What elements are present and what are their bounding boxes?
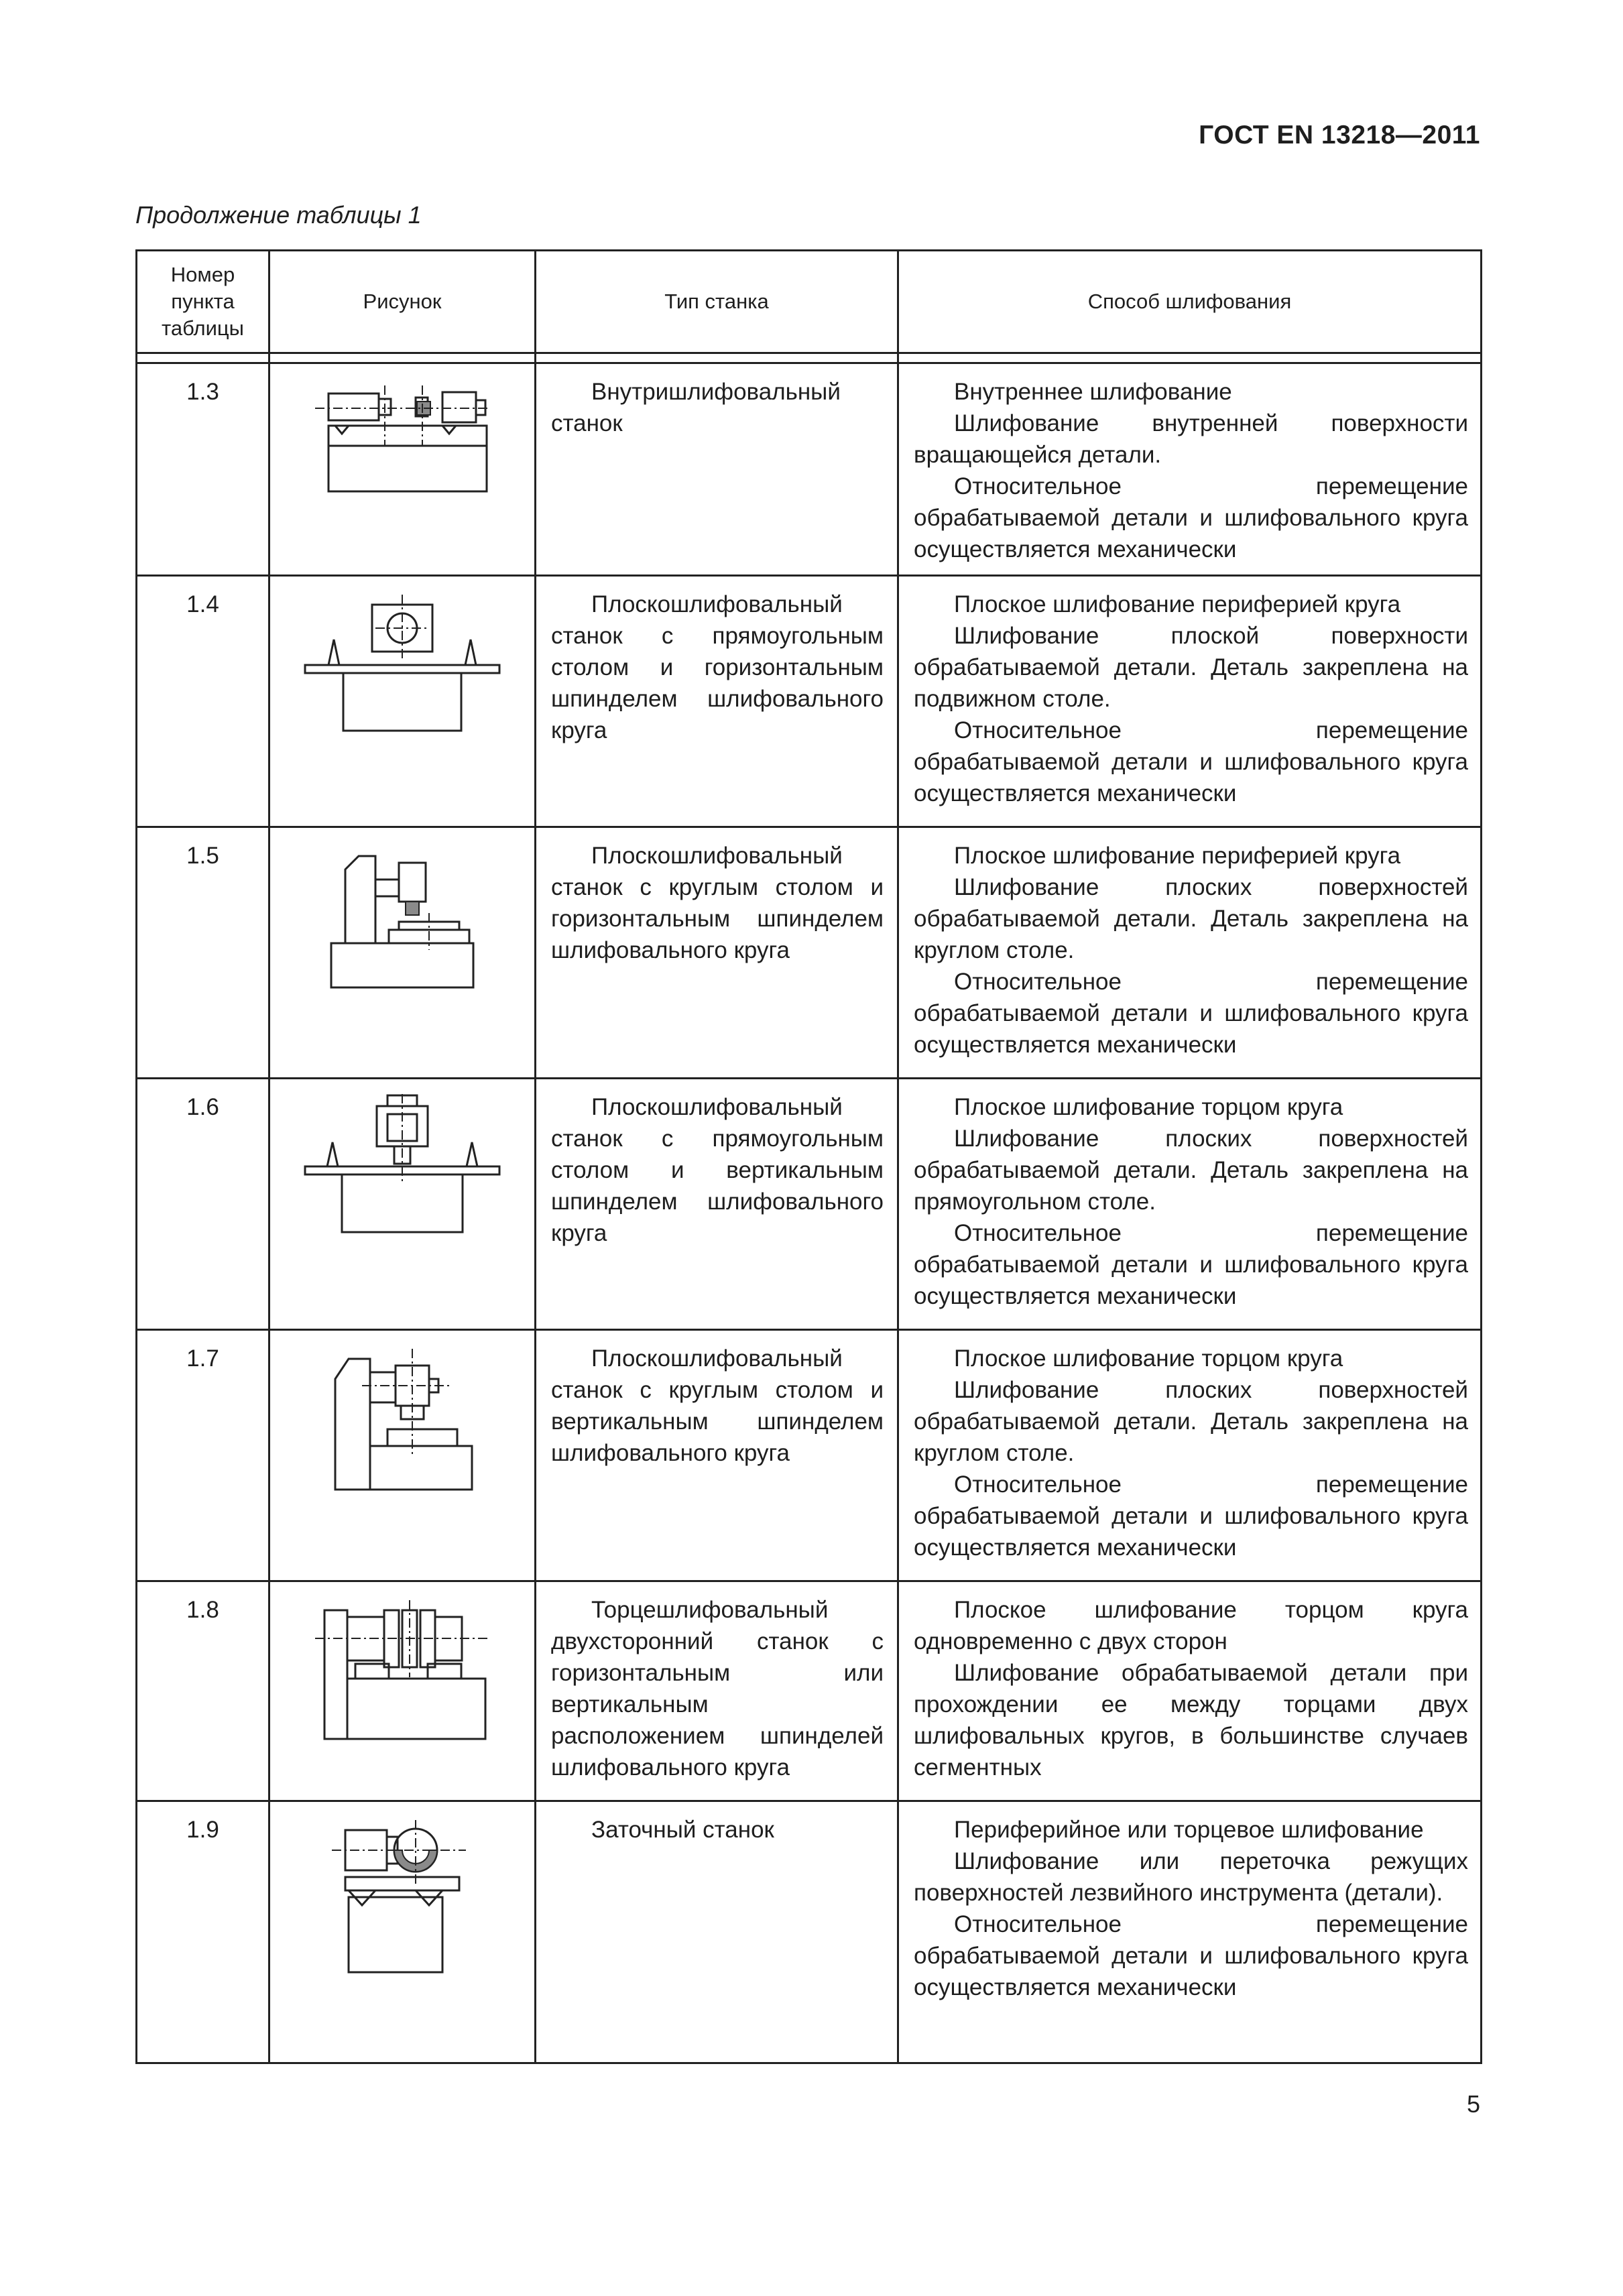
item-number: 1.6 [137,1079,269,1330]
internal-grinding-machine-icon [315,379,489,493]
item-number: 1.9 [137,1801,269,2063]
grinding-method: Плоское шлифование периферией круга Шлифование плоской поверхности обрабатываемой детали. Деталь закреплена на подвижном столе. Относительное перемещение обрабатываемой детали и шлифовального круга осуществляется механически [898,576,1482,827]
grinding-method: Плоское шлифование торцом круга Шлифование плоских поверхностей обрабатываемой детали. Деталь закреплена на круглом столе. Относительное перемещение обрабатываемой детали и шлифовального круга осуществляется механически [898,1330,1482,1581]
surface-grinder-rect-table-vertical-spindle-icon [302,1094,503,1235]
table-row [137,363,1482,576]
machine-type: Заточный станок [536,1801,898,2063]
surface-grinder-rect-table-horizontal-spindle-icon [302,591,503,732]
figure-cell [269,576,536,827]
item-number: 1.3 [137,363,269,576]
item-number: 1.8 [137,1581,269,1801]
figure-cell [269,1330,536,1581]
machine-type: Плоскошлифовальный станок с круглым столом и горизонтальным шпинделем шлифовального круга [536,827,898,1079]
tool-sharpening-machine-icon [332,1817,473,1978]
item-number: 1.7 [137,1330,269,1581]
machine-type: Торцешлифовальный двухсторонний станок с горизонтальным или вертикальным расположением шпинделей шлифовального круга [536,1581,898,1801]
double-disc-face-grinder-icon [315,1597,489,1744]
standard-designation: ГОСТ EN 13218—2011 [1199,121,1480,149]
table-row [137,1581,1482,1801]
machine-type: Внутришлифовальный станок [536,363,898,576]
table-caption: Продолжение таблицы 1 [135,201,422,229]
column-header-item-number: Номер пункта таблицы [137,251,269,353]
table-row [137,576,1482,827]
table-row [137,827,1482,1079]
item-number: 1.5 [137,827,269,1079]
table-row [137,1330,1482,1581]
grinding-machines-table [135,249,1482,2064]
machine-type: Плоскошлифовальный станок с прямоугольным столом и горизонтальным шпинделем шлифовального круга [536,576,898,827]
page-number: 5 [1466,2090,1480,2118]
figure-cell [269,1801,536,2063]
machine-type: Плоскошлифовальный станок с круглым столом и вертикальным шпинделем шлифовального круга [536,1330,898,1581]
figure-cell [269,1079,536,1330]
header-separator [137,353,1482,363]
figure-cell [269,363,536,576]
table-row [137,1801,1482,2063]
surface-grinder-round-table-vertical-spindle-icon [322,1345,483,1493]
column-header-grinding-method: Способ шлифования [898,251,1482,353]
grinding-method: Плоское шлифование периферией круга Шлифование плоских поверхностей обрабатываемой детали. Деталь закреплена на круглом столе. Относительное перемещение обрабатываемой детали и шлифовального круга осуществляется механически [898,827,1482,1079]
item-number: 1.4 [137,576,269,827]
table-header-row [137,251,1482,353]
machine-type: Плоскошлифовальный станок с прямоугольным столом и вертикальным шпинделем шлифовального круга [536,1079,898,1330]
grinding-method: Плоское шлифование торцом круга одновременно с двух сторон Шлифование обрабатываемой детали при прохождении ее между торцами двух шлифовальных кругов, в большинстве случаев сегментных [898,1581,1482,1801]
figure-cell [269,827,536,1079]
grinding-method: Периферийное или торцевое шлифование Шлифование или переточка режущих поверхностей лезвийного инструмента (детали). Относительное перемещение обрабатываемой детали и шлифовального круга осуществляется механически [898,1801,1482,2063]
surface-grinder-round-table-horizontal-spindle-icon [322,843,483,990]
column-header-machine-type: Тип станка [536,251,898,353]
grinding-method: Внутреннее шлифование Шлифование внутренней поверхности вращающейся детали. Относительное перемещение обрабатываемой детали и шлифовального круга осуществляется механически [898,363,1482,576]
figure-cell [269,1581,536,1801]
table-row [137,1079,1482,1330]
column-header-figure: Рисунок [269,251,536,353]
grinding-method: Плоское шлифование торцом круга Шлифование плоских поверхностей обрабатываемой детали. Деталь закреплена на прямоугольном столе. Относительное перемещение обрабатываемой детали и шлифовального круга осуществляется механически [898,1079,1482,1330]
